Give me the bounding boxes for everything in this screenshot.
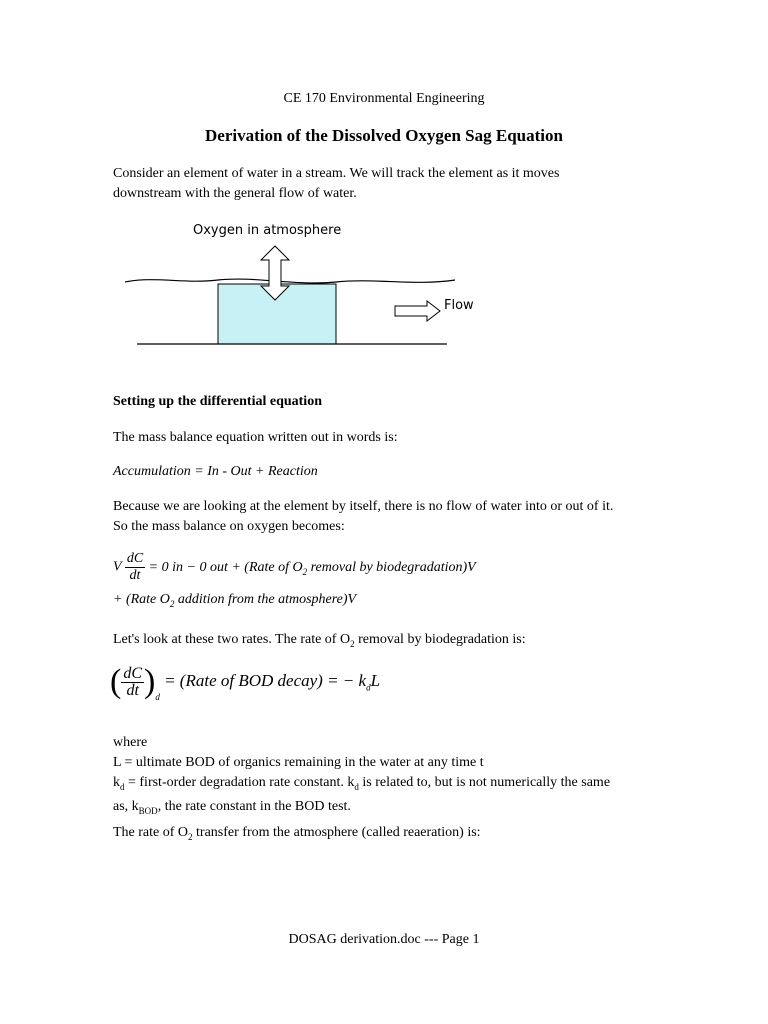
intro-paragraph — [113, 164, 559, 204]
stream-diagram-svg — [115, 220, 475, 360]
eq1-derivative — [125, 551, 145, 584]
mass-balance-equation-line-2: + (Rate $O_2$ addition from the atmosphere)V — [113, 592, 357, 609]
rates-intro: Let's look at these two rates. The rate of $O_2$ removal by biodegradation is: — [113, 632, 526, 649]
eq2-denominator: dt — [126, 681, 139, 699]
eq2-rhs: = (Rate of BOD decay) = − $k_dL$ — [164, 670, 381, 693]
page-footer: DOSAG derivation.doc --- Page 1 — [288, 932, 480, 947]
eq1-numerator: dC — [126, 551, 144, 566]
reaeration-text: The rate of $O_2$ transfer from the atmosphere (called reaeration) is: — [113, 825, 481, 842]
flow-label: Flow — [444, 298, 474, 313]
document-title: Derivation of the Dissolved Oxygen Sag Equation — [205, 126, 563, 145]
stream-diagram — [115, 220, 475, 360]
section-heading: Setting up the differential equation — [113, 394, 322, 409]
water-surface-line — [125, 279, 455, 283]
kd-definition: $k_d$ = first-order degradation rate constant. $k_d$ is related to, but is not numerically the same — [113, 775, 611, 792]
biodegradation-rate-equation — [110, 662, 380, 702]
eq2-left-paren: ( — [110, 663, 122, 700]
where-word: where — [113, 735, 148, 750]
flow-arrow-icon — [395, 301, 440, 321]
atmosphere-label: Oxygen in atmosphere — [193, 223, 342, 238]
eq1-volume: V — [113, 559, 122, 575]
intro-line-2: downstream with the general flow of water. — [113, 186, 357, 201]
because-line-1: Because we are looking at the element by itself, there is no flow of water into or out of it. — [113, 499, 614, 514]
because-paragraph — [113, 497, 613, 537]
kbod-definition: as, $k_{BOD}$, the rate constant in the BOD test. — [113, 798, 351, 816]
words-intro: The mass balance equation written out in words is: — [113, 430, 398, 445]
because-line-2: So the mass balance on oxygen becomes: — [113, 519, 345, 534]
words-equation: Accumulation = In - Out + Reaction — [113, 464, 318, 479]
eq2-right-paren: ) — [144, 663, 156, 700]
eq1-denominator: dt — [129, 568, 141, 583]
course-title: CE 170 Environmental Engineering — [283, 91, 485, 106]
definitions-block — [113, 733, 610, 821]
eq2-subscript-d: d — [155, 691, 160, 702]
mass-balance-equation — [113, 551, 476, 584]
eq1-rhs: = 0 in − 0 out + (Rate of $O_2$ removal by biodegradation)V — [148, 559, 476, 577]
intro-line-1: Consider an element of water in a stream. We will track the element as it moves — [113, 166, 560, 181]
eq2-numerator: dC — [123, 664, 142, 682]
L-definition: L = ultimate BOD of organics remaining in the water at any time t — [113, 755, 484, 770]
eq2-derivative — [121, 666, 144, 699]
